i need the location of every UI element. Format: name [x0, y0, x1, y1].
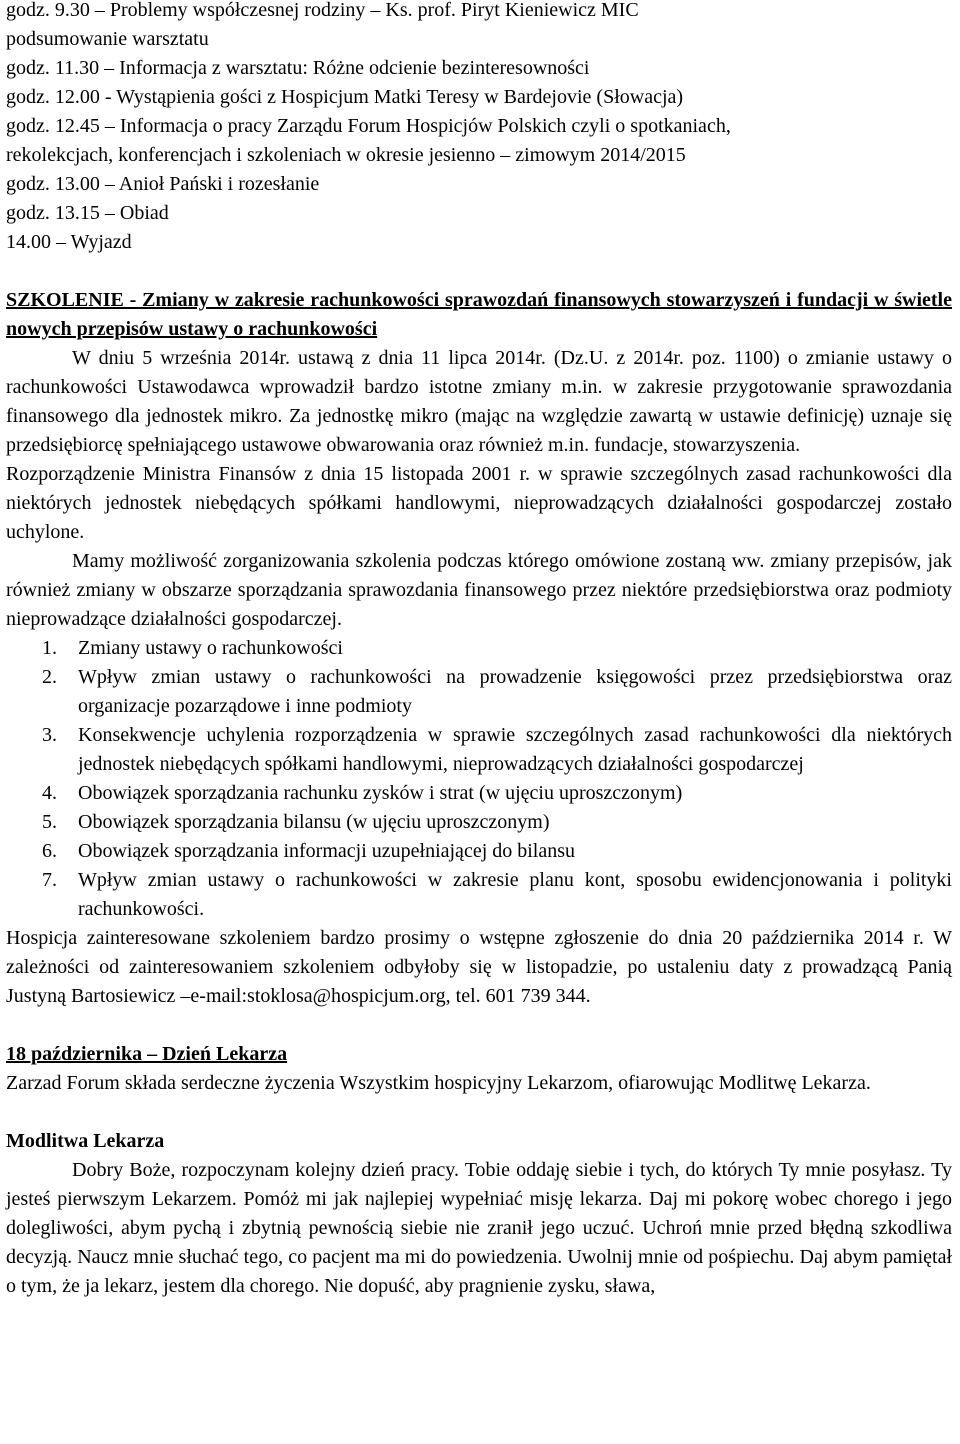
training-heading: SZKOLENIE - Zmiany w zakresie rachunkowości sprawozdań finansowych stowarzyszeń i fundacji w świetle nowych przepisów ustawy o rachunkowości	[6, 289, 952, 340]
list-item-number: 2.	[42, 666, 57, 688]
schedule-line: godz. 11.30 – Informacja z warsztatu: Różne odcienie bezinteresowności	[6, 57, 590, 79]
list-item-text: Obowiązek sporządzania rachunku zysków i strat (w ujęciu uproszczonym)	[78, 782, 683, 804]
schedule-line: godz. 13.15 – Obiad	[6, 202, 169, 224]
schedule-list	[6, 0, 952, 257]
prayer-heading: Modlitwa Lekarza	[6, 1130, 165, 1152]
doctors-day-section	[6, 1040, 952, 1098]
list-item-text: Wpływ zmian ustawy o rachunkowości na prowadzenie księgowości przez przedsiębiorstwa oraz organizacje pozarządowe i inne podmioty	[78, 666, 952, 717]
doctors-day-heading: 18 października – Dzień Lekarza	[6, 1043, 288, 1065]
list-item-number: 7.	[42, 869, 57, 891]
schedule-line: godz. 12.00 - Wystąpienia gości z Hospicjum Matki Teresy w Bardejovie (Słowacja)	[6, 86, 684, 108]
list-item-number: 5.	[42, 811, 57, 833]
list-item-number: 4.	[42, 782, 57, 804]
list-item-text: Obowiązek sporządzania bilansu (w ujęciu uproszczonym)	[78, 811, 550, 833]
training-closing-paragraph: Hospicja zainteresowane szkoleniem bardzo prosimy o wstępne zgłoszenie do dnia 20 października 2014 r. W zależności od zainteresowaniem szkoleniem odbyłoby się w listopadzie, po ustaleniu daty z prowadzącą Panią Justyną Bartosiewicz –e-mail:stoklosa@hospicjum.org, tel. 601 739 344.	[6, 927, 952, 1007]
list-item	[6, 866, 952, 924]
list-item-text: Zmiany ustawy o rachunkowości	[78, 637, 343, 659]
list-item-text: Obowiązek sporządzania informacji uzupełniającej do bilansu	[78, 840, 576, 862]
schedule-line: 14.00 – Wyjazd	[6, 231, 132, 253]
list-item	[6, 663, 952, 721]
schedule-line: godz. 12.45 – Informacja o pracy Zarządu Forum Hospicjów Polskich czyli o spotkaniach,	[6, 115, 731, 137]
schedule-line: godz. 9.30 – Problemy współczesnej rodziny – Ks. prof. Piryt Kieniewicz MIC	[6, 0, 639, 21]
list-item	[6, 634, 952, 663]
list-item-number: 6.	[42, 840, 57, 862]
doctors-day-text: Zarzad Forum składa serdeczne życzenia Wszystkim hospicyjny Lekarzom, ofiarowując Modlitwę Lekarza.	[6, 1072, 871, 1094]
list-item	[6, 808, 952, 837]
list-item	[6, 837, 952, 866]
schedule-line: rekolekcjach, konferencjach i szkoleniach w okresie jesienno – zimowym 2014/2015	[6, 144, 686, 166]
training-paragraph-1: W dniu 5 września 2014r. ustawą z dnia 11 lipca 2014r. (Dz.U. z 2014r. poz. 1100) o zmianie ustawy o rachunkowości Ustawodawca wprowadził bardzo istotne zmiany m.in. w zakresie przygotowanie sprawozdania finansowego dla jednostek mikro. Za jednostkę mikro (mając na względzie zawartą w ustawie definicję) uznaje się przedsiębiorcę spełniającego ustawowe obwarowania oraz również m.in. fundacje, stowarzyszenia.	[6, 347, 952, 456]
training-topics-list	[6, 634, 952, 924]
spacer	[6, 257, 952, 286]
training-paragraph-2: Rozporządzenie Ministra Finansów z dnia 15 listopada 2001 r. w sprawie szczególnych zasad rachunkowości dla niektórych jednostek niebędących spółkami handlowymi, nieprowadzących działalności gospodarczej zostało uchylone.	[6, 463, 952, 543]
spacer	[6, 1098, 952, 1127]
list-item	[6, 721, 952, 779]
list-item-text: Konsekwencje uchylenia rozporządzenia w sprawie szczególnych zasad rachunkowości dla niektórych jednostek niebędących spółkami handlowymi, nieprowadzących działalności gospodarczej	[78, 724, 952, 775]
list-item-number: 3.	[42, 724, 57, 746]
schedule-line: godz. 13.00 – Anioł Pański i rozesłanie	[6, 173, 320, 195]
training-paragraph-3: Mamy możliwość zorganizowania szkolenia podczas którego omówione zostaną ww. zmiany przepisów, jak również zmiany w obszarze sporządzania sprawozdania finansowego przez niektóre przedsiębiorstwa oraz podmioty nieprowadzące działalności gospodarczej.	[6, 550, 952, 630]
list-item-text: Wpływ zmian ustawy o rachunkowości w zakresie planu kont, sposobu ewidencjonowania i polityki rachunkowości.	[78, 869, 952, 920]
spacer	[6, 1011, 952, 1040]
list-item-number: 1.	[42, 637, 57, 659]
prayer-section	[6, 1127, 952, 1301]
prayer-text: Dobry Boże, rozpoczynam kolejny dzień pracy. Tobie oddaję siebie i tych, do których Ty mnie posyłasz. Ty jesteś pierwszym Lekarzem. Pomóż mi jak najlepiej wypełniać misję lekarza. Daj mi pokorę wobec chorego i jego dolegliwości, abym pychą i zbytnią pewnością siebie nie zranił jego uczuć. Uchroń mnie przed błędną szkodliwa decyzją. Naucz mnie słuchać tego, co pacjent ma mi do powiedzenia. Uwolnij mnie od pośpiechu. Daj abym pamiętał o tym, że ja lekarz, jestem dla chorego. Nie dopuść, aby pragnienie zysku, sława,	[6, 1159, 952, 1297]
schedule-line: podsumowanie warsztatu	[6, 28, 209, 50]
list-item	[6, 779, 952, 808]
training-section	[6, 286, 952, 1011]
